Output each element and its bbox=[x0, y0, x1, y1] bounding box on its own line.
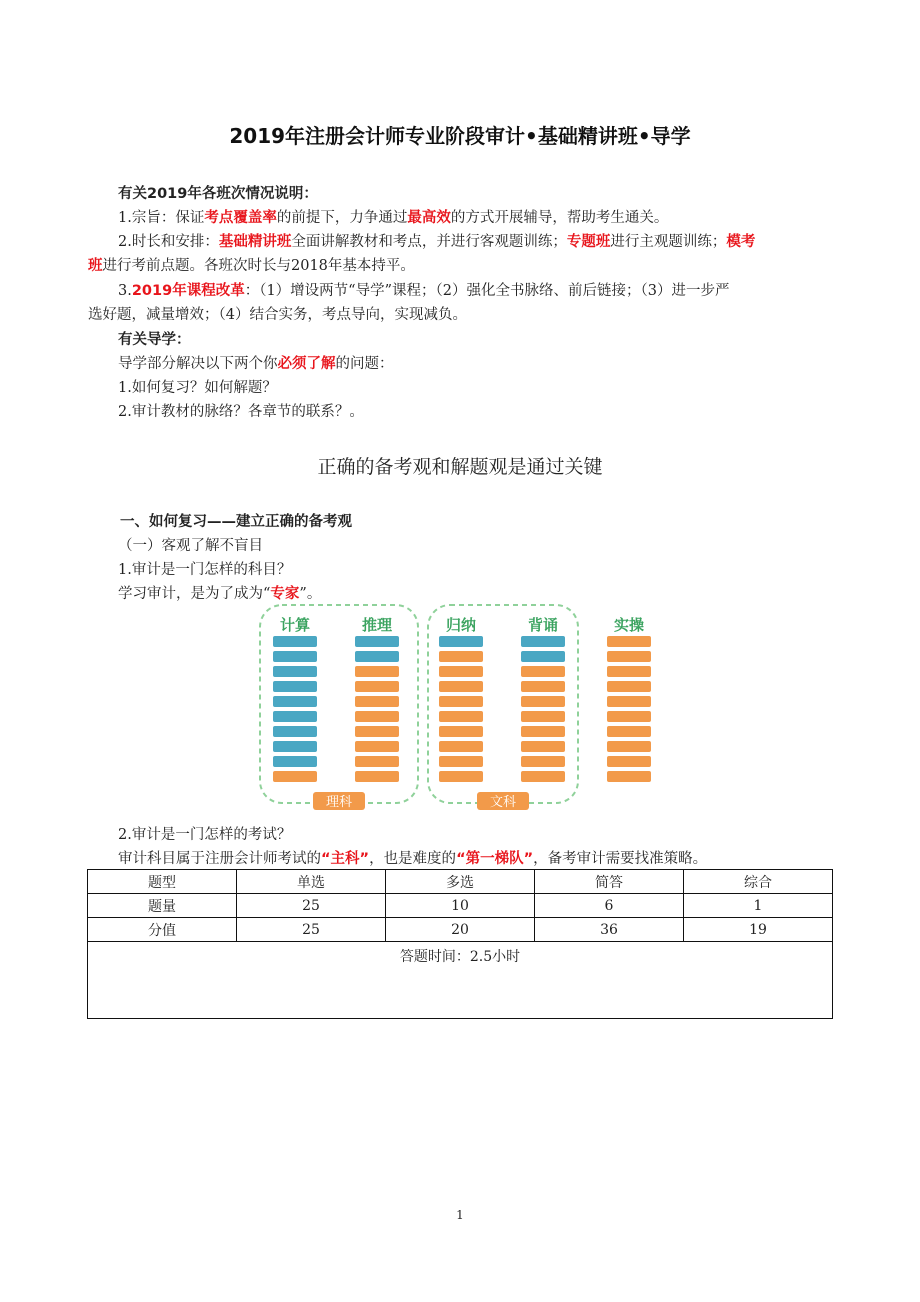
stack-bar bbox=[355, 636, 399, 647]
stack-bar bbox=[607, 666, 651, 677]
text-segment: ，备考审计需要找准策略。 bbox=[533, 851, 708, 867]
text-segment: 进行考前点题。各班次时长与2018年基本持平。 bbox=[102, 258, 415, 274]
stack-bar bbox=[273, 636, 317, 647]
table-note-row bbox=[88, 942, 833, 1019]
stack-bar bbox=[607, 741, 651, 752]
highlight-text: 必须了解 bbox=[277, 356, 336, 372]
group-label: 理科 bbox=[325, 795, 353, 810]
section-heading: 一、如何复习——建立正确的备考观 bbox=[120, 514, 352, 530]
column-label: 计算 bbox=[279, 616, 311, 634]
stack-bar bbox=[607, 756, 651, 767]
stack-bar bbox=[355, 681, 399, 692]
table-note: 答题时间：2.5小时 bbox=[88, 942, 833, 1019]
text-segment: 3. bbox=[118, 283, 132, 299]
column-label: 实操 bbox=[613, 616, 645, 634]
stack-bar bbox=[273, 681, 317, 692]
stack-bar bbox=[607, 711, 651, 722]
stack-bar bbox=[355, 771, 399, 782]
table-cell: 19 bbox=[684, 918, 833, 942]
stack-bar bbox=[521, 756, 565, 767]
stack-bar bbox=[439, 711, 483, 722]
group-label: 文科 bbox=[489, 795, 517, 810]
stack-bar bbox=[607, 771, 651, 782]
text-segment: 全面讲解教材和考点，并进行客观题训练； bbox=[291, 234, 567, 250]
text-segment: 学习审计，是为了成为“ bbox=[118, 586, 271, 602]
stack-bar bbox=[521, 741, 565, 752]
stack-bar bbox=[355, 651, 399, 662]
table-row bbox=[88, 894, 833, 918]
highlight-text: 最高效 bbox=[407, 210, 451, 226]
stack-bar bbox=[607, 696, 651, 707]
text-segment: ”。 bbox=[299, 586, 322, 602]
answer-2 bbox=[118, 847, 707, 871]
stack-bar bbox=[273, 756, 317, 767]
stack-bar bbox=[521, 681, 565, 692]
text-segment: ：（1）增设两节“导学”课程；（2）强化全书脉络、前后链接；（3）进一步严 bbox=[244, 283, 730, 299]
highlight-text: 基础精讲班 bbox=[218, 234, 292, 250]
stack-bar bbox=[273, 771, 317, 782]
section-title: 正确的备考观和解题观是通过关键 bbox=[317, 456, 603, 478]
stack-bar bbox=[607, 651, 651, 662]
text-segment: ，也是难度的 bbox=[369, 851, 457, 867]
intro-item-2 bbox=[118, 230, 755, 254]
table-cell: 25 bbox=[237, 918, 386, 942]
table-row bbox=[88, 918, 833, 942]
intro-heading: 有关2019年各班次情况说明： bbox=[118, 186, 318, 202]
stack-bar bbox=[521, 771, 565, 782]
stack-bar bbox=[439, 771, 483, 782]
table-header-cell: 题型 bbox=[88, 870, 237, 894]
stack-bar bbox=[355, 711, 399, 722]
table-cell: 题量 bbox=[88, 894, 237, 918]
intro-item-3 bbox=[118, 279, 729, 303]
stack-bar bbox=[439, 756, 483, 767]
highlight-text: 2019年课程改革 bbox=[131, 283, 245, 299]
highlight-text: 专题班 bbox=[566, 234, 611, 250]
stack-bar bbox=[607, 726, 651, 737]
column-label: 归纳 bbox=[445, 616, 477, 634]
text-segment: 进行主观题训练； bbox=[610, 234, 727, 250]
column-label: 背诵 bbox=[527, 616, 559, 634]
stack-bar bbox=[607, 636, 651, 647]
stack-bar bbox=[439, 651, 483, 662]
intro-item-3-cont: 选好题，减量增效；（4）结合实务，考点导向，实现减负。 bbox=[88, 307, 467, 323]
stack-bar bbox=[273, 651, 317, 662]
guide-line-1 bbox=[118, 352, 394, 376]
stack-bar bbox=[439, 726, 483, 737]
highlight-text: 班 bbox=[88, 258, 103, 274]
page-number: 1 bbox=[456, 1208, 464, 1222]
stack-bar bbox=[521, 636, 565, 647]
stack-bar bbox=[273, 741, 317, 752]
highlight-text: 考点覆盖率 bbox=[204, 210, 277, 226]
highlight-text: 专家 bbox=[270, 586, 300, 602]
stack-bar bbox=[439, 681, 483, 692]
guide-question-2: 2.审计教材的脉络？各章节的联系？。 bbox=[118, 404, 364, 420]
subject-diagram bbox=[255, 600, 675, 815]
intro-item-2-cont bbox=[88, 254, 415, 278]
stack-bar bbox=[273, 666, 317, 677]
highlight-text: “主科” bbox=[321, 851, 370, 867]
stack-bar bbox=[439, 696, 483, 707]
stack-bar bbox=[607, 681, 651, 692]
stack-bar bbox=[355, 666, 399, 677]
table-cell: 36 bbox=[535, 918, 684, 942]
intro-item-1 bbox=[118, 206, 668, 230]
guide-heading: 有关导学： bbox=[118, 332, 191, 348]
stack-bar bbox=[521, 666, 565, 677]
stack-bar bbox=[273, 696, 317, 707]
table-cell: 20 bbox=[386, 918, 535, 942]
stack-bar bbox=[439, 741, 483, 752]
column-label: 推理 bbox=[361, 616, 393, 634]
section-sub: （一）客观了解不盲目 bbox=[118, 538, 263, 554]
table-header-row bbox=[88, 870, 833, 894]
table-header-cell: 单选 bbox=[237, 870, 386, 894]
guide-question-1: 1.如何复习？如何解题？ bbox=[118, 380, 277, 396]
table-cell: 25 bbox=[237, 894, 386, 918]
text-segment: 导学部分解决以下两个你 bbox=[118, 356, 278, 372]
table-cell: 10 bbox=[386, 894, 535, 918]
table-header-cell: 综合 bbox=[684, 870, 833, 894]
table-header-cell: 简答 bbox=[535, 870, 684, 894]
stack-bar bbox=[521, 711, 565, 722]
document-title: 2019年注册会计师专业阶段审计•基础精讲班•导学 bbox=[229, 124, 691, 148]
stack-bar bbox=[521, 651, 565, 662]
text-segment: 的前提下，力争通过 bbox=[276, 210, 408, 226]
table-cell: 6 bbox=[535, 894, 684, 918]
stack-bar bbox=[355, 741, 399, 752]
stack-bar bbox=[355, 696, 399, 707]
stack-bar bbox=[273, 726, 317, 737]
text-segment: 的问题： bbox=[335, 356, 394, 372]
stack-bar bbox=[355, 756, 399, 767]
exam-table bbox=[87, 869, 833, 1019]
table-cell: 分值 bbox=[88, 918, 237, 942]
stack-bar bbox=[521, 696, 565, 707]
stack-bar bbox=[439, 666, 483, 677]
text-segment: 2.时长和安排： bbox=[118, 234, 219, 250]
text-segment: 1.宗旨：保证 bbox=[118, 210, 205, 226]
question-2: 2.审计是一门怎样的考试？ bbox=[118, 827, 292, 843]
stack-bar bbox=[355, 726, 399, 737]
text-segment: 审计科目属于注册会计师考试的 bbox=[118, 851, 321, 867]
highlight-text: “第一梯队” bbox=[456, 851, 534, 867]
highlight-text: 模考 bbox=[726, 234, 756, 250]
stack-bar bbox=[273, 711, 317, 722]
text-segment: 的方式开展辅导，帮助考生通关。 bbox=[450, 210, 669, 226]
question-1: 1.审计是一门怎样的科目？ bbox=[118, 562, 292, 578]
table-header-cell: 多选 bbox=[386, 870, 535, 894]
table-cell: 1 bbox=[684, 894, 833, 918]
stack-bar bbox=[521, 726, 565, 737]
stack-bar bbox=[439, 636, 483, 647]
